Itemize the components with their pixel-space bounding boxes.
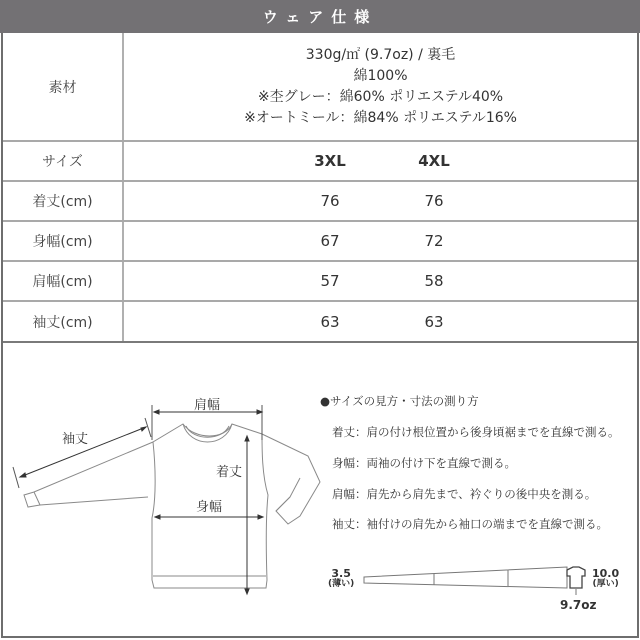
row-values	[124, 302, 637, 341]
how-to-measure-item: 身幅：両袖の付け下を直線で測る。	[332, 456, 516, 470]
cell-value: 57	[320, 272, 340, 290]
thickness-min-value: 3.5	[331, 567, 351, 580]
material-line: 330g/㎡ (9.7oz) / 裏毛	[305, 46, 456, 63]
shoulder-label: 肩幅	[194, 398, 221, 413]
sleeve-label: 袖丈	[62, 432, 89, 447]
material-line: ※杢グレー：綿60% ポリエステル40%	[257, 88, 504, 105]
sweatshirt-diagram	[0, 345, 330, 640]
material-row	[3, 33, 637, 142]
thickness-max-value: 10.0	[592, 567, 620, 580]
how-to-measure-item: 肩幅：肩先から肩先まで、衿ぐりの後中央を測る。	[332, 487, 597, 501]
material-line: 綿100%	[353, 67, 408, 84]
thickness-min-label: (薄い)	[328, 579, 355, 589]
material-label: 素材	[3, 33, 124, 140]
size-header-row	[3, 142, 637, 182]
size-header-values	[124, 142, 637, 180]
size-4xl: 4XL	[418, 152, 450, 170]
cell-value: 63	[320, 312, 340, 331]
table-row	[3, 222, 637, 262]
material-value	[124, 33, 637, 140]
thickness-max-label: (厚い)	[592, 579, 619, 589]
row-label: 身幅(cm)	[3, 222, 124, 260]
row-values	[124, 222, 637, 260]
thickness-scale-bar	[360, 564, 592, 614]
cell-value: 76	[320, 192, 340, 210]
table-row	[3, 262, 637, 302]
table-row	[3, 302, 637, 343]
thickness-max	[592, 568, 619, 590]
row-label: 肩幅(cm)	[3, 262, 124, 300]
cell-value: 72	[424, 232, 444, 250]
spec-header	[0, 0, 640, 33]
row-label: 袖丈(cm)	[3, 302, 124, 341]
how-to-measure-item: 袖丈：袖付けの肩先から袖口の端までを直線で測る。	[332, 517, 608, 531]
cell-value: 58	[424, 272, 444, 290]
body-width-label: 身幅	[196, 500, 223, 515]
size-header-label: サイズ	[3, 142, 124, 180]
how-to-measure-item: 着丈：肩の付け根位置から後身頃裾までを直線で測る。	[332, 425, 620, 439]
tshirt-icon	[567, 567, 585, 588]
thickness-current: 9.7oz	[560, 598, 597, 612]
spec-title: ウェア仕様	[262, 8, 378, 26]
length-label: 着丈	[216, 465, 243, 480]
row-values	[124, 262, 637, 300]
cell-value: 67	[320, 232, 340, 250]
size-3xl: 3XL	[314, 152, 346, 170]
thickness-min	[328, 568, 354, 590]
table-row	[3, 182, 637, 222]
cell-value: 63	[424, 312, 444, 331]
material-line: ※オートミール：綿84% ポリエステル16%	[244, 109, 517, 126]
row-label: 着丈(cm)	[3, 182, 124, 220]
cell-value: 76	[424, 192, 444, 210]
row-values	[124, 182, 637, 220]
how-to-measure-title: ●サイズの見方・寸法の測り方	[320, 394, 479, 408]
